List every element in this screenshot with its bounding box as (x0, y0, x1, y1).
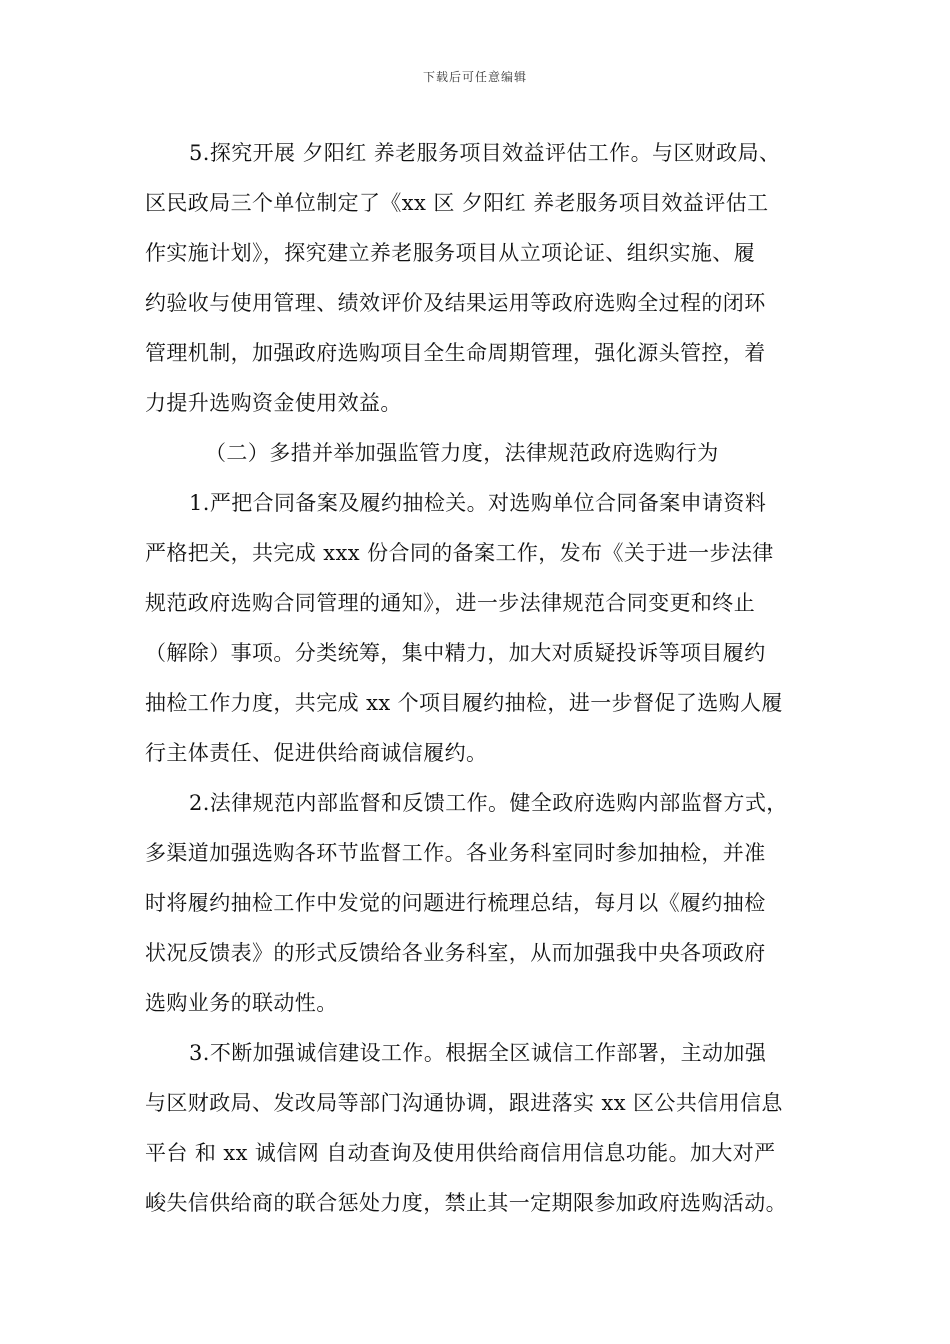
paragraph-line: 与区财政局、发改局等部门沟通协调，跟进落实 xx 区公共信用信息 (145, 1091, 783, 1115)
paragraph-line: 严格把关，共完成 xxx 份合同的备案工作，发布《关于进一步法律 (145, 541, 774, 565)
paragraph-line: 5.探究开展 夕阳红 养老服务项目效益评估工作。与区财政局、 (189, 141, 781, 165)
paragraph-line: 区民政局三个单位制定了《xx 区 夕阳红 养老服务项目效益评估工 (145, 191, 769, 215)
paragraph-line: 力提升选购资金使用效益。 (145, 391, 402, 415)
paragraph-line: 选购业务的联动性。 (145, 991, 338, 1015)
paragraph-line: 行主体责任、促进供给商诚信履约。 (145, 741, 488, 765)
paragraph-line: 多渠道加强选购各环节监督工作。各业务科室同时参加抽检，并准 (145, 841, 766, 865)
paragraph-line: 1.严把合同备案及履约抽检关。对选购单位合同备案申请资料 (189, 491, 767, 515)
paragraph-line: 管理机制，加强政府选购项目全生命周期管理，强化源头管控，着 (145, 341, 766, 365)
paragraph-line: 3.不断加强诚信建设工作。根据全区诚信工作部署，主动加强 (189, 1041, 767, 1065)
section-heading: （二）多措并举加强监管力度，法律规范政府选购行为 (205, 441, 719, 465)
paragraph-line: 峻失信供给商的联合惩处力度，禁止其一定期限参加政府选购活动。 (145, 1191, 787, 1215)
document-body (145, 128, 810, 1228)
paragraph-line: 抽检工作力度，共完成 xx 个项目履约抽检，进一步督促了选购人履 (145, 691, 783, 715)
paragraph-line: 时将履约抽检工作中发觉的问题进行梳理总结，每月以《履约抽检 (145, 891, 766, 915)
paragraph-line: 状况反馈表》的形式反馈给各业务科室，从而加强我中央各项政府 (145, 941, 766, 965)
paragraph-line: 平台 和 xx 诚信网 自动查询及使用供给商信用信息功能。加大对严 (145, 1141, 776, 1165)
paragraph-line: 约验收与使用管理、绩效评价及结果运用等政府选购全过程的闭环 (145, 291, 766, 315)
header-note: 下载后可任意编辑 (422, 70, 527, 84)
paragraph-line: 2.法律规范内部监督和反馈工作。健全政府选购内部监督方式， (189, 791, 788, 815)
paragraph-line: （解除）事项。分类统筹，集中精力，加大对质疑投诉等项目履约 (145, 641, 766, 665)
paragraph-line: 作实施计划》，探究建立养老服务项目从立项论证、组织实施、履 (145, 241, 756, 265)
paragraph-line: 规范政府选购合同管理的通知》，进一步法律规范合同变更和终止 (145, 591, 756, 615)
